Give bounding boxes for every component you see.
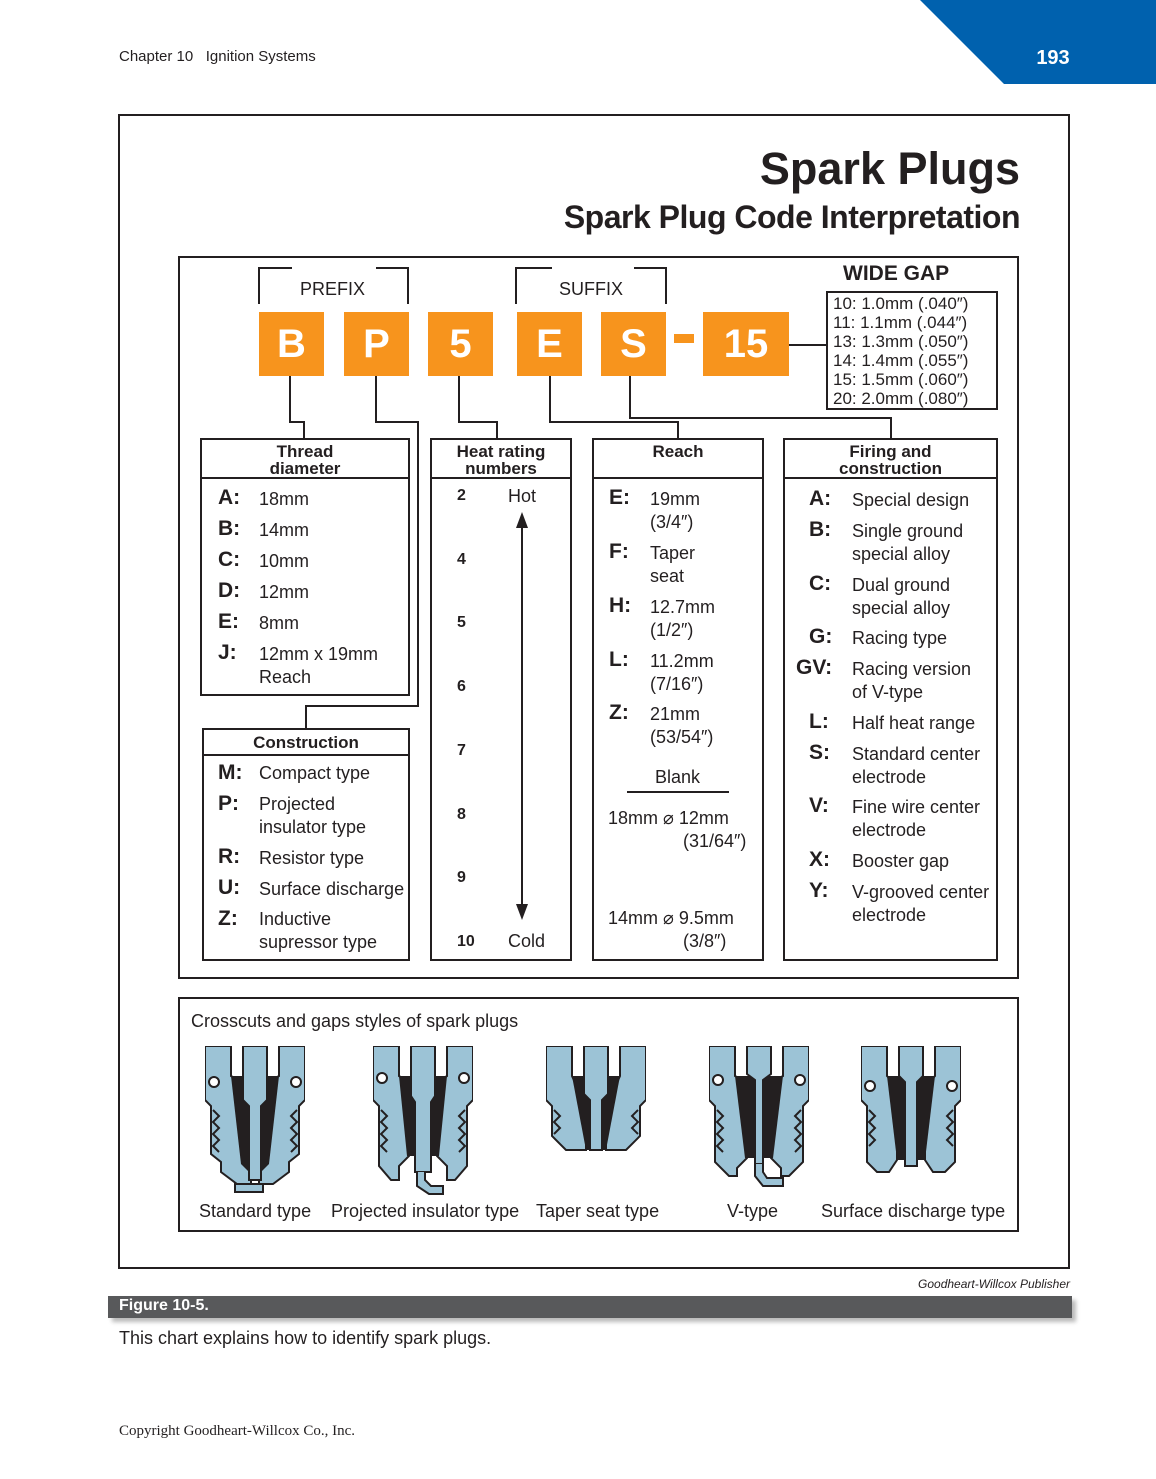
plug-label-standard: Standard type bbox=[199, 1201, 312, 1221]
thread-code-b: B: bbox=[218, 517, 241, 540]
wide-gap-item: 13: 1.3mm (.050″) bbox=[833, 332, 969, 351]
wide-gap-item: 11: 1.1mm (.044″) bbox=[833, 313, 968, 332]
thread-desc-e: 8mm bbox=[259, 613, 299, 633]
firing-desc-a: Special design bbox=[852, 490, 970, 510]
thread-heading: Thread diameter bbox=[202, 440, 408, 479]
thread-code-j: J: bbox=[218, 641, 237, 664]
thread-desc-b: 14mm bbox=[259, 520, 310, 540]
heat-number: 4 bbox=[457, 551, 466, 568]
firing-code-g: G: bbox=[809, 625, 833, 648]
code-letter-heat: 5 bbox=[428, 312, 493, 376]
firing-code-a: A: bbox=[809, 487, 832, 510]
reach-blank-14mm-inch: (3/8″) bbox=[683, 931, 727, 951]
firing-code-v: V: bbox=[809, 794, 829, 817]
firing-code-y: Y: bbox=[809, 879, 829, 902]
wide-gap-title: WIDE GAP bbox=[843, 262, 950, 285]
wide-gap-item: 10: 1.0mm (.040″) bbox=[833, 294, 969, 313]
construction-desc-r: Resistor type bbox=[259, 848, 365, 868]
firing-heading: Firing and construction bbox=[785, 440, 996, 479]
reach-code-l: L: bbox=[609, 648, 629, 671]
plug-label-taper: Taper seat type bbox=[536, 1201, 660, 1221]
standard-plug-icon bbox=[205, 1046, 305, 1196]
thread-desc-j: 12mm x 19mm Reach bbox=[259, 644, 379, 687]
reach-desc-h: 12.7mm (1/2″) bbox=[650, 597, 716, 640]
reach-blank-divider bbox=[627, 791, 729, 793]
copyright-footer: Copyright Goodheart-Willcox Co., Inc. bbox=[119, 1423, 356, 1439]
wide-gap-item: 14: 1.4mm (.055″) bbox=[833, 351, 969, 370]
wide-gap-list bbox=[826, 291, 998, 410]
reach-code-f: F: bbox=[609, 540, 629, 563]
figure-label-bar bbox=[108, 1296, 1072, 1318]
firing-desc-v: Fine wire center electrode bbox=[852, 797, 981, 840]
reach-blank-label: Blank bbox=[655, 767, 701, 787]
figure-label: Figure 10-5. bbox=[119, 1297, 209, 1314]
reach-code-e: E: bbox=[609, 486, 630, 509]
construction-desc-z: Inductive supressor type bbox=[259, 909, 378, 952]
reach-blank-18mm: 18mm ⌀ 12mm bbox=[608, 808, 729, 828]
taper-seat-plug-icon bbox=[546, 1046, 646, 1196]
reach-blank-14mm: 14mm ⌀ 9.5mm bbox=[608, 908, 734, 928]
code-dash bbox=[674, 334, 694, 343]
construction-code-m: M: bbox=[218, 761, 243, 784]
heat-number: 9 bbox=[457, 869, 466, 886]
code-letter-gap: 15 bbox=[703, 312, 789, 376]
crosscuts-title: Crosscuts and gaps styles of spark plugs bbox=[191, 1011, 519, 1031]
thread-code-d: D: bbox=[218, 579, 241, 602]
code-letter-construction: P bbox=[344, 312, 409, 376]
firing-desc-c: Dual ground special alloy bbox=[852, 575, 951, 618]
code-letter-thread: B bbox=[259, 312, 324, 376]
code-letter-reach: E bbox=[517, 312, 582, 376]
construction-code-z: Z: bbox=[218, 907, 238, 930]
heat-number: 10 bbox=[457, 933, 475, 950]
firing-code-s: S: bbox=[809, 741, 830, 764]
reach-code-z: Z: bbox=[609, 701, 629, 724]
construction-desc-p: Projected insulator type bbox=[259, 794, 367, 837]
thread-code-a: A: bbox=[218, 486, 241, 509]
prefix-label: PREFIX bbox=[300, 279, 366, 299]
firing-desc-l: Half heat range bbox=[852, 713, 976, 733]
firing-code-l: L: bbox=[809, 710, 829, 733]
wide-gap-item: 15: 1.5mm (.060″) bbox=[833, 370, 969, 389]
chart-subtitle: Spark Plug Code Interpretation bbox=[563, 199, 1020, 235]
heat-panel bbox=[430, 438, 572, 961]
thread-desc-d: 12mm bbox=[259, 582, 310, 602]
page-number: 193 bbox=[1036, 47, 1070, 69]
chart-title: Spark Plugs bbox=[759, 143, 1020, 194]
publisher-credit: Goodheart-Willcox Publisher bbox=[918, 1277, 1070, 1291]
reach-desc-e: 19mm (3/4″) bbox=[650, 489, 701, 532]
heat-range-arrow-icon bbox=[510, 512, 534, 922]
thread-desc-a: 18mm bbox=[259, 489, 310, 509]
construction-desc-m: Compact type bbox=[259, 763, 371, 783]
v-type-plug-icon bbox=[709, 1046, 809, 1196]
plug-label-surface: Surface discharge type bbox=[821, 1201, 1006, 1221]
suffix-label: SUFFIX bbox=[559, 279, 624, 299]
code-letter-firing: S bbox=[601, 312, 666, 376]
firing-desc-b: Single ground special alloy bbox=[852, 521, 964, 564]
construction-heading: Construction bbox=[204, 730, 408, 756]
thread-code-c: C: bbox=[218, 548, 241, 571]
heat-cold-label: Cold bbox=[508, 931, 546, 951]
reach-heading: Reach bbox=[594, 440, 762, 479]
plug-label-v-type: V-type bbox=[727, 1201, 779, 1221]
wide-gap-item: 20: 2.0mm (.080″) bbox=[833, 389, 969, 408]
firing-code-x: X: bbox=[809, 848, 830, 871]
firing-code-c: C: bbox=[809, 572, 832, 595]
heat-number: 8 bbox=[457, 806, 466, 823]
firing-desc-x: Booster gap bbox=[852, 851, 950, 871]
projected-insulator-plug-icon bbox=[373, 1046, 473, 1196]
heat-number: 7 bbox=[457, 742, 466, 759]
reach-desc-z: 21mm (53/54″) bbox=[650, 704, 714, 747]
figure-caption: This chart explains how to identify spark plugs. bbox=[119, 1328, 492, 1348]
construction-code-p: P: bbox=[218, 792, 239, 815]
reach-code-h: H: bbox=[609, 594, 632, 617]
surface-discharge-plug-icon bbox=[861, 1046, 961, 1196]
heat-number: 6 bbox=[457, 678, 466, 695]
firing-code-gv: GV: bbox=[796, 656, 833, 679]
firing-code-b: B: bbox=[809, 518, 832, 541]
reach-blank-18mm-inch: (31/64″) bbox=[683, 831, 747, 851]
firing-desc-s: Standard center electrode bbox=[852, 744, 981, 787]
construction-desc-u: Surface discharge bbox=[259, 879, 405, 899]
reach-desc-f: Taper seat bbox=[650, 543, 696, 586]
heat-heading: Heat rating numbers bbox=[432, 440, 570, 479]
construction-code-r: R: bbox=[218, 845, 241, 868]
heat-number: 5 bbox=[457, 614, 466, 631]
heat-number: 2 bbox=[457, 487, 466, 504]
construction-code-u: U: bbox=[218, 876, 241, 899]
chapter-header: Chapter 10 Ignition Systems bbox=[119, 48, 316, 65]
firing-desc-g: Racing type bbox=[852, 628, 948, 648]
heat-hot-label: Hot bbox=[508, 486, 537, 506]
plug-label-projected: Projected insulator type bbox=[331, 1201, 520, 1221]
thread-desc-c: 10mm bbox=[259, 551, 310, 571]
firing-desc-y: V-grooved center electrode bbox=[852, 882, 990, 925]
reach-desc-l: 11.2mm (7/16″) bbox=[650, 651, 714, 694]
firing-desc-gv: Racing version of V-type bbox=[852, 659, 972, 702]
thread-code-e: E: bbox=[218, 610, 239, 633]
